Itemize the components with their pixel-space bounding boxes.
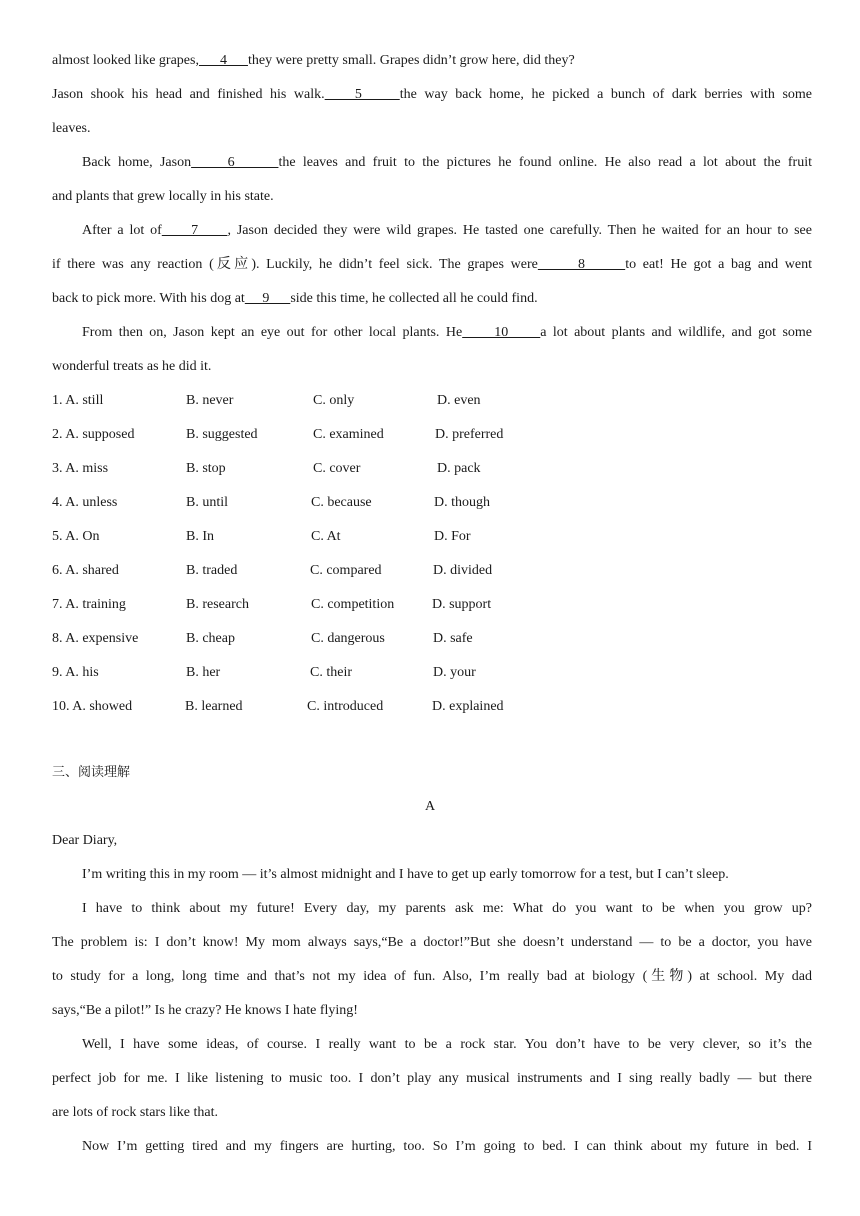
diary-paragraph-2-line-3: to study for a long, long time and that’s not my idea of fun. Also, I’m really bad at biology (生物) at school. My dad (52, 969, 812, 984)
q2-option-b: B. suggested (186, 427, 258, 442)
passage-line-3: leaves. (52, 121, 91, 136)
q7-option-b: B. research (186, 597, 249, 612)
q2-option-a: 2. A. supposed (52, 427, 135, 442)
blank-8: 8 (537, 257, 626, 272)
q1-option-d: D. even (437, 393, 481, 408)
q9-option-a: 9. A. his (52, 665, 99, 680)
diary-greeting: Dear Diary, (52, 833, 118, 848)
text: almost looked like grapes, (52, 53, 199, 68)
text: back to pick more. With his dog at (52, 291, 245, 306)
q4-option-a: 4. A. unless (52, 495, 118, 510)
text: Jason shook his head and finished his walk. (52, 87, 325, 102)
diary-paragraph-1: I’m writing this in my room — it’s almost midnight and I have to get up early tomorrow for a test, but I can’t sleep. (82, 867, 729, 882)
q5-option-b: B. In (186, 529, 214, 544)
blank-4: 4 (198, 53, 248, 68)
q8-option-d: D. safe (433, 631, 473, 646)
q9-option-d: D. your (433, 665, 476, 680)
text: , Jason decided they were wild grapes. He tasted one carefully. Then he waited for an hour to see (227, 223, 812, 238)
q4-option-b: B. until (186, 495, 229, 510)
q3-option-c: C. cover (313, 461, 361, 476)
passage-line-2 (52, 86, 812, 104)
blank-7: 7 (161, 223, 228, 238)
q8-option-c: C. dangerous (311, 631, 385, 646)
text: a lot about plants and wildlife, and got some (540, 325, 813, 340)
q2-option-c: C. examined (313, 427, 384, 442)
q6-option-c: C. compared (310, 563, 382, 578)
q9-option-c: C. their (310, 665, 352, 680)
passage-line-10: wonderful treats as he did it. (52, 359, 212, 374)
blank-10: 10 (462, 325, 541, 340)
q5-option-d: D. For (434, 529, 471, 544)
q4-option-c: C. because (311, 495, 372, 510)
passage-line-4 (82, 154, 812, 172)
q7-option-a: 7. A. training (52, 597, 126, 612)
q5-option-a: 5. A. On (52, 529, 100, 544)
q3-option-a: 3. A. miss (52, 461, 109, 476)
q10-option-a: 10. A. showed (52, 699, 133, 714)
diary-paragraph-2-line-4: says,“Be a pilot!” Is he crazy? He knows I hate flying! (52, 1003, 358, 1018)
q2-option-d: D. preferred (435, 427, 504, 442)
text: From then on, Jason kept an eye out for other local plants. He (82, 325, 463, 340)
q7-option-d: D. support (432, 597, 492, 612)
passage-line-7 (52, 256, 812, 274)
passage-line-8 (52, 290, 812, 308)
blank-5: 5 (324, 87, 400, 102)
diary-paragraph-4-line-1: Now I’m getting tired and my fingers are hurting, too. So I’m going to bed. I can think about my future in bed. I (82, 1139, 812, 1154)
q9-option-b: B. her (186, 665, 221, 680)
q6-option-d: D. divided (433, 563, 493, 578)
q1-option-c: C. only (313, 393, 355, 408)
q6-option-a: 6. A. shared (52, 563, 119, 578)
q3-option-b: B. stop (186, 461, 226, 476)
diary-paragraph-3-line-1: Well, I have some ideas, of course. I really want to be a rock star. You don’t have to be very clever, so it’s the (82, 1037, 812, 1052)
q4-option-d: D. though (434, 495, 490, 510)
diary-paragraph-3-line-3: are lots of rock stars like that. (52, 1105, 219, 1120)
q10-option-c: C. introduced (307, 699, 384, 714)
q8-option-b: B. cheap (186, 631, 235, 646)
q1-option-b: B. never (186, 393, 234, 408)
passage-letter-heading: A (424, 799, 436, 814)
text: side this time, he collected all he could find. (290, 291, 538, 306)
diary-paragraph-3-line-2: perfect job for me. I like listening to music too. I don’t play any musical instruments and I sing really badly — but there (52, 1071, 812, 1086)
passage-line-6 (82, 222, 812, 240)
text: to eat! He got a bag and went (625, 257, 813, 272)
text: After a lot of (82, 223, 162, 238)
text: if there was any reaction (反应). Luckily, he didn’t feel sick. The grapes were (52, 257, 538, 272)
passage-line-5: and plants that grew locally in his state. (52, 189, 274, 204)
q3-option-d: D. pack (437, 461, 481, 476)
section-heading: 三、阅读理解 (52, 765, 131, 780)
passage-line-9 (82, 324, 812, 342)
diary-paragraph-2-line-2: The problem is: I don’t know! My mom always says,“Be a doctor!”But she doesn’t understand — to be a doctor, you have (52, 935, 812, 950)
q10-option-d: D. explained (432, 699, 504, 714)
q6-option-b: B. traded (186, 563, 238, 578)
q1-option-a: 1. A. still (52, 393, 104, 408)
text: they were pretty small. Grapes didn’t grow here, did they? (247, 53, 575, 68)
q5-option-c: C. At (311, 529, 341, 544)
blank-6: 6 (191, 155, 279, 170)
text: the way back home, he picked a bunch of dark berries with some (399, 87, 812, 102)
q10-option-b: B. learned (185, 699, 243, 714)
text: Back home, Jason (82, 155, 192, 170)
passage-line-1 (52, 52, 812, 70)
diary-paragraph-2-line-1: I have to think about my future! Every day, my parents ask me: What do you want to be when you grow up? (82, 901, 812, 916)
q8-option-a: 8. A. expensive (52, 631, 139, 646)
text: the leaves and fruit to the pictures he found online. He also read a lot about the fruit (278, 155, 812, 170)
q7-option-c: C. competition (311, 597, 395, 612)
blank-9: 9 (244, 291, 291, 306)
